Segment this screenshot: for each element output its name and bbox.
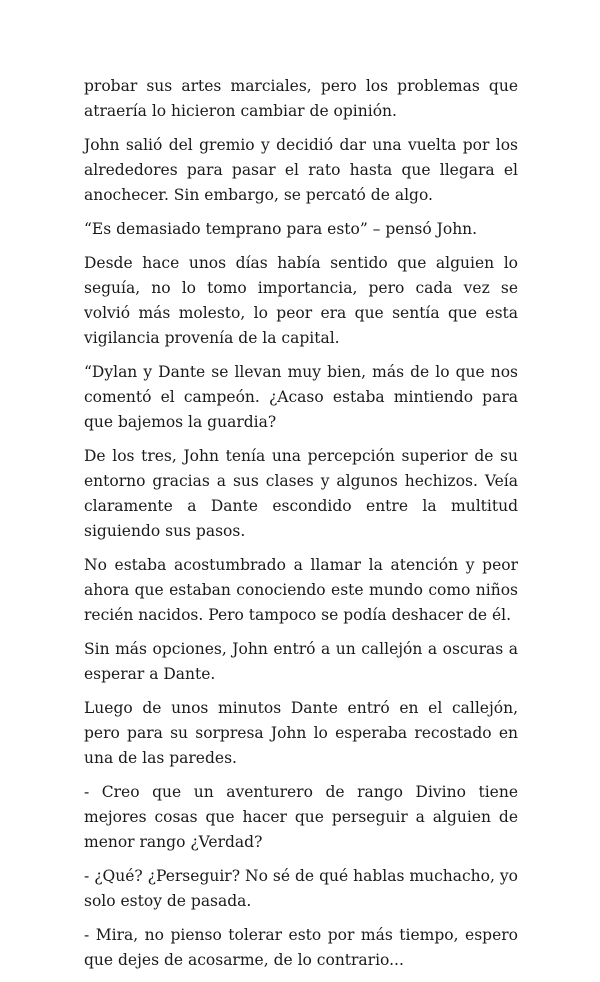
paragraph-11: - ¿Qué? ¿Perseguir? No sé de qué hablas muchacho, yo solo estoy de pasada. (84, 867, 518, 910)
paragraph-2: John salió del gremio y decidió dar una vuelta por los alrededores para pasar el rato hasta que llegara el anochecer. Sin embargo, se percató de algo. (84, 136, 518, 204)
paragraph-6: De los tres, John tenía una percepción superior de su entorno gracias a sus clases y algunos hechizos. Veía claramente a Dante escondido entre la multitud siguiendo sus pasos. (84, 447, 518, 540)
paragraph-7: No estaba acostumbrado a llamar la atención y peor ahora que estaban conociendo este mundo como niños recién nacidos. Pero tampoco se podía deshacer de él. (84, 556, 518, 624)
paragraph-12: - Mira, no pienso tolerar esto por más tiempo, espero que dejes de acosarme, de lo contrario... (84, 926, 518, 969)
paragraph-3: “Es demasiado temprano para esto” – pensó John. (84, 220, 478, 238)
paragraph-10: - Creo que un aventurero de rango Divino tiene mejores cosas que hacer que perseguir a alguien de menor rango ¿Verdad? (84, 783, 518, 851)
book-page (84, 74, 518, 982)
paragraph-1: probar sus artes marciales, pero los problemas que atraería lo hicieron cambiar de opinión. (84, 77, 518, 120)
paragraph-9: Luego de unos minutos Dante entró en el callejón, pero para su sorpresa John lo esperaba recostado en una de las paredes. (84, 699, 518, 767)
paragraph-5: “Dylan y Dante se llevan muy bien, más de lo que nos comentó el campeón. ¿Acaso estaba mintiendo para que bajemos la guardia? (84, 363, 518, 431)
paragraph-8: Sin más opciones, John entró a un callejón a oscuras a esperar a Dante. (84, 640, 518, 683)
paragraph-4: Desde hace unos días había sentido que alguien lo seguía, no lo tomo importancia, pero cada vez se volvió más molesto, lo peor era que sentía que esta vigilancia provenía de la capital. (84, 254, 518, 347)
